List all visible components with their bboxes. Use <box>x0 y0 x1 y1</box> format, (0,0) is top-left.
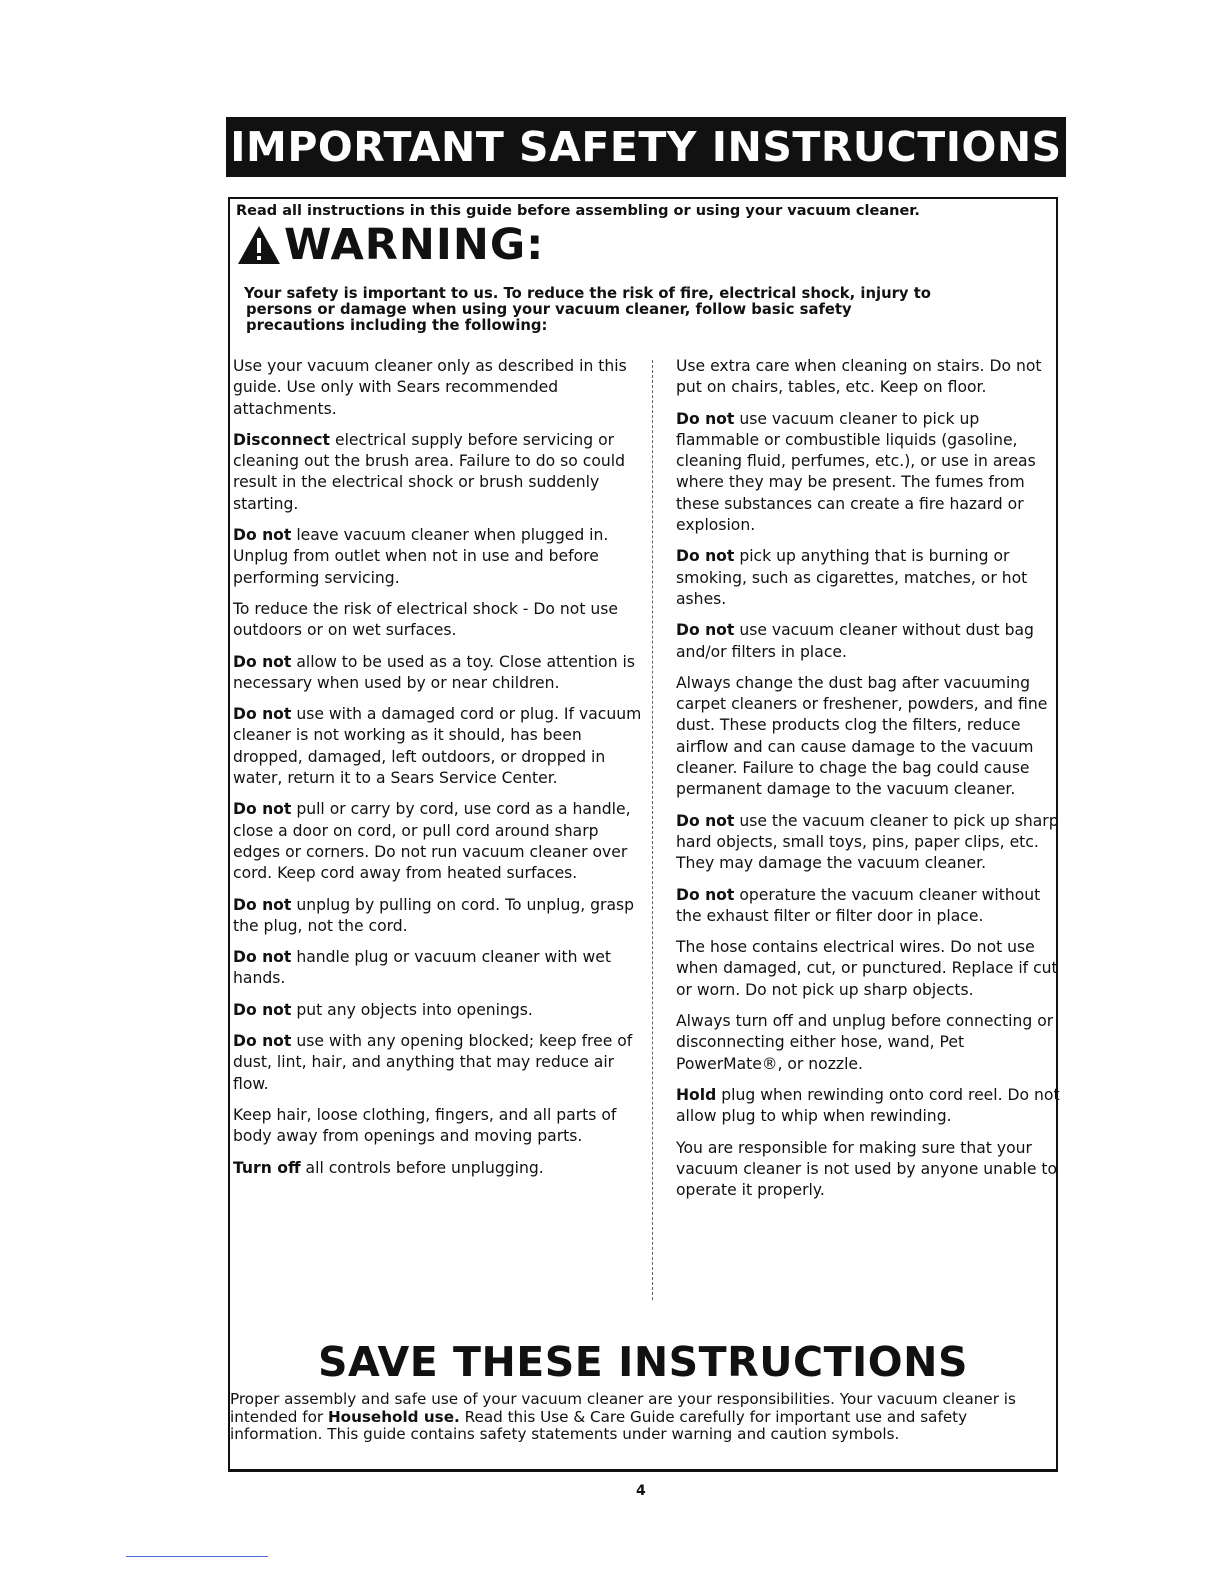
instruction-item <box>676 409 1060 537</box>
instruction-item <box>676 620 1060 663</box>
instruction-text: use with a damaged cord or plug. If vacuum cleaner is not working as it should, has been dropped, damaged, left outdoors, or dropped in water, return it to a Sears Service Center. <box>233 705 642 788</box>
instruction-lead: Disconnect <box>233 430 331 449</box>
instruction-text: The hose contains electrical wires. Do not use when damaged, cut, or punctured. Replace if cut or worn. Do not pick up sharp objects. <box>676 938 1058 999</box>
instruction-text: handle plug or vacuum cleaner with wet hands. <box>233 948 611 988</box>
instruction-text: all controls before unplugging. <box>300 1158 544 1177</box>
instruction-item <box>233 652 643 695</box>
instruction-text: leave vacuum cleaner when plugged in. Unplug from outlet when not in use and before performing servicing. <box>233 526 609 587</box>
page-number: 4 <box>636 1483 646 1499</box>
right-instruction-column <box>676 356 1060 1211</box>
instruction-item <box>676 356 1060 399</box>
save-text-part: Read this Use & Care Guide carefully for important use and safety information. This guide contains safety statements under warning and caution symbols. <box>230 1407 968 1443</box>
intro-text: Read all instructions in this guide before assembling or using your vacuum cleaner. <box>236 203 920 219</box>
instruction-text: Use your vacuum cleaner only as described in this guide. Use only with Sears recommended attachments. <box>233 357 627 418</box>
instruction-item <box>676 937 1060 1001</box>
instruction-text: unplug by pulling on cord. To unplug, grasp the plug, not the cord. <box>233 895 635 935</box>
warning-line: precautions including the following: <box>246 317 548 334</box>
bottom-rule <box>126 1556 268 1557</box>
instruction-text: use vacuum cleaner to pick up flammable or combustible liquids (gasoline, cleaning fluid, perfumes, etc.), or use in areas where they may be present. The fumes from these substances can create a fire hazard or explosion. <box>676 409 1036 535</box>
column-divider <box>652 360 653 1300</box>
instruction-item <box>233 1105 643 1148</box>
instruction-lead: Do not <box>233 895 292 914</box>
instruction-text: allow to be used as a toy. Close attention is necessary when used by or near children. <box>233 652 636 692</box>
instruction-item <box>676 885 1060 928</box>
instruction-lead: Do not <box>233 1032 292 1051</box>
instruction-text: Use extra care when cleaning on stairs. Do not put on chairs, tables, etc. Keep on floor. <box>676 357 1042 397</box>
instruction-item <box>676 1085 1060 1128</box>
instruction-item <box>233 1031 643 1095</box>
instruction-text: use with any opening blocked; keep free of dust, lint, hair, and anything that may reduce air flow. <box>233 1032 633 1093</box>
instruction-text: use the vacuum cleaner to pick up sharp hard objects, small toys, pins, paper clips, etc. They may damage the vacuum cleaner. <box>676 811 1059 873</box>
instruction-lead: Do not <box>676 621 735 640</box>
instruction-text: pull or carry by cord, use cord as a handle, close a door on cord, or pull cord around sharp edges or corners. Do not run vacuum cleaner over cord. Keep cord away from heated surfaces. <box>233 800 631 883</box>
instruction-lead: Do not <box>233 705 292 724</box>
household-use-text: Household use. <box>327 1407 460 1426</box>
warning-line: Your safety is important to us. To reduce the risk of fire, electrical shock, injury to <box>244 285 931 302</box>
instruction-item <box>233 947 643 990</box>
save-text-part: Proper assembly and safe use of your vacuum cleaner are your responsibilities. Your vacuum cleaner is intended for <box>230 1390 1016 1426</box>
instruction-item <box>233 895 643 938</box>
instruction-text: electrical supply before servicing or cleaning out the brush area. Failure to do so could result in the electrical shock or brush suddenly starting. <box>233 430 626 513</box>
instruction-text: Always turn off and unplug before connecting or disconnecting either hose, wand, Pet PowerMate®, or nozzle. <box>676 1012 1054 1073</box>
instruction-text: pick up anything that is burning or smoking, such as cigarettes, matches, or hot ashes. <box>676 547 1028 608</box>
instruction-item <box>233 356 643 420</box>
save-instructions-text <box>230 1391 1056 1444</box>
instruction-lead: Turn off <box>233 1158 301 1177</box>
instruction-text: put any objects into openings. <box>291 1000 533 1019</box>
instruction-text: plug when rewinding onto cord reel. Do not allow plug to whip when rewinding. <box>676 1085 1060 1126</box>
instruction-text: Always change the dust bag after vacuuming carpet cleaners or freshener, powders, and fine dust. These products clog the filters, reduce airflow and can cause damage to the vacuum cleaner. Failure to chage the bag could cause permanent damage to the vacuum cleaner. <box>676 673 1048 799</box>
instruction-item <box>676 811 1060 875</box>
instruction-lead: Do not <box>233 652 292 671</box>
instruction-item <box>233 525 643 589</box>
warning-line: persons or damage when using your vacuum cleaner, follow basic safety <box>246 301 852 318</box>
instruction-text: Keep hair, loose clothing, fingers, and all parts of body away from openings and moving parts. <box>233 1105 617 1146</box>
instruction-item <box>233 430 643 515</box>
banner-title: IMPORTANT SAFETY INSTRUCTIONS <box>230 123 1062 171</box>
instruction-item <box>233 799 643 884</box>
instruction-lead: Hold <box>676 1085 717 1104</box>
instruction-item <box>676 1138 1060 1202</box>
instruction-item <box>233 1158 643 1179</box>
page-banner <box>226 117 1066 177</box>
instruction-lead: Do not <box>676 811 735 830</box>
instruction-lead: Do not <box>233 1000 292 1019</box>
instruction-item <box>676 546 1060 610</box>
instruction-item <box>676 1011 1060 1075</box>
instruction-text: You are responsible for making sure that your vacuum cleaner is not used by anyone unable to operate it properly. <box>676 1138 1058 1200</box>
instruction-item <box>233 704 643 789</box>
warning-label: WARNING: <box>284 220 545 270</box>
instruction-lead: Do not <box>676 409 735 428</box>
instruction-text: operature the vacuum cleaner without the exhaust filter or filter door in place. <box>676 885 1041 925</box>
instruction-lead: Do not <box>676 885 735 904</box>
left-instruction-column <box>233 356 643 1189</box>
instruction-item <box>676 673 1060 801</box>
instruction-text: use vacuum cleaner without dust bag and/or filters in place. <box>676 621 1034 661</box>
warning-statement <box>244 286 1044 334</box>
instruction-lead: Do not <box>233 800 292 819</box>
warning-triangle-icon <box>236 224 282 266</box>
instruction-lead: Do not <box>233 526 292 545</box>
instruction-item <box>233 599 643 642</box>
warning-heading <box>236 220 544 270</box>
instruction-lead: Do not <box>233 948 292 967</box>
save-instructions-title: SAVE THESE INSTRUCTIONS <box>317 1338 969 1386</box>
instruction-item <box>233 1000 643 1021</box>
instruction-lead: Do not <box>676 547 735 566</box>
instruction-text: To reduce the risk of electrical shock - Do not use outdoors or on wet surfaces. <box>233 599 618 640</box>
